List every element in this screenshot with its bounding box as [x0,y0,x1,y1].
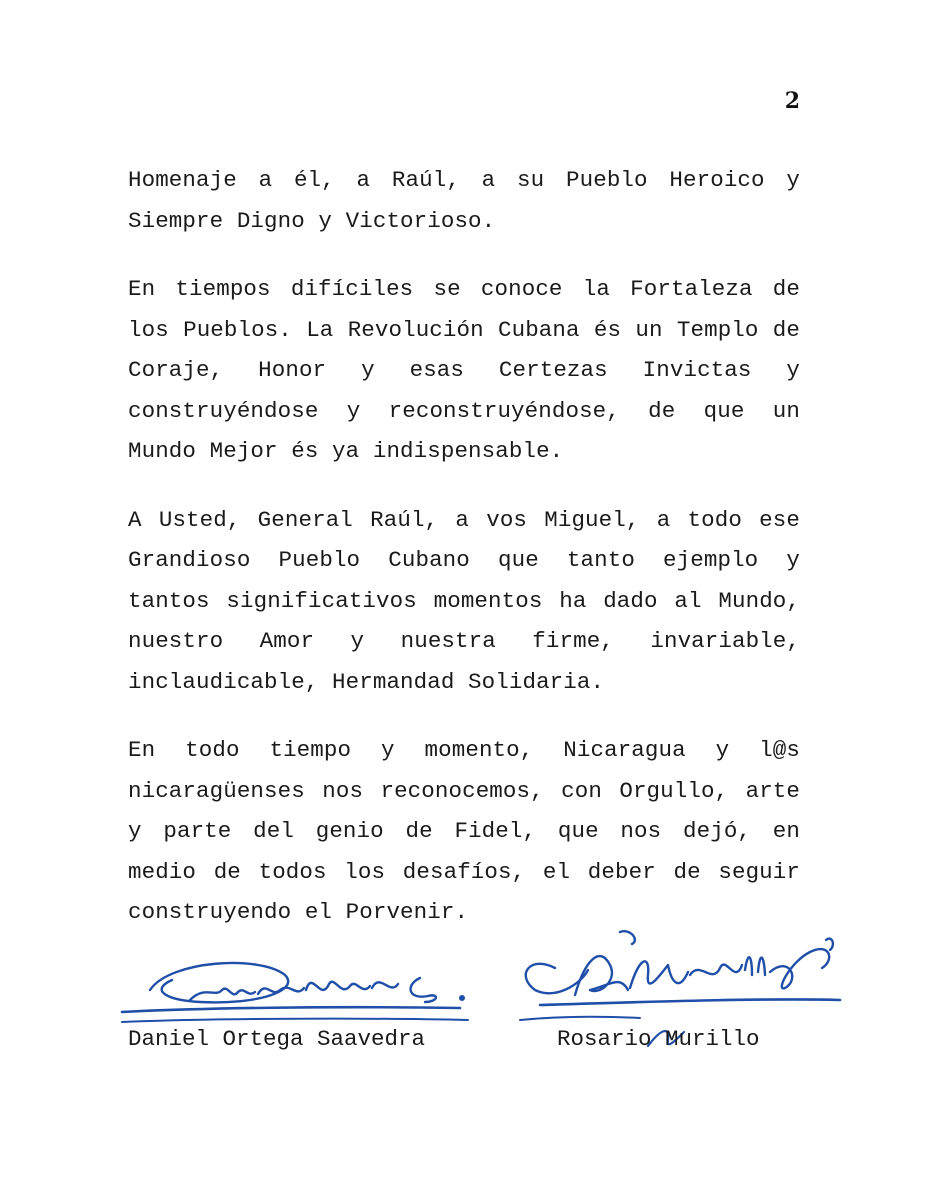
signature-daniel-ortega [122,963,468,1022]
letter-body [128,160,800,961]
paragraph-4: En todo tiempo y momento, Nicaragua y l@s nicaragüenses nos reconocemos, con Orgullo, arte y parte del genio de Fidel, que nos dejó, en medio de todos los desafíos, el deber de seguir construyendo el Porvenir. [128,737,800,925]
page-number: 2 [784,88,800,114]
paragraph-3: A Usted, General Raúl, a vos Miguel, a todo ese Grandioso Pueblo Cubano que tanto ejemplo y tantos significativos momentos ha dado al Mundo, nuestro Amor y nuestra firme, invariable, inclaudicable, Hermandad Solidaria. [128,506,800,695]
paragraph-1: Homenaje a él, a Raúl, a su Pueblo Heroico y Siempre Digno y Victorioso. [128,167,800,234]
signatory-name-left: Daniel Ortega Saavedra [128,1026,426,1052]
paragraph-2: En tiempos difíciles se conoce la Fortaleza de los Pueblos. La Revolución Cubana és un Templo de Coraje, Honor y esas Certezas Invictas y construyéndose y reconstruyéndose, de que un Mundo Mejor és ya indispensable. [128,276,800,464]
signatory-name-right: Rosario Murillo [557,1026,760,1052]
